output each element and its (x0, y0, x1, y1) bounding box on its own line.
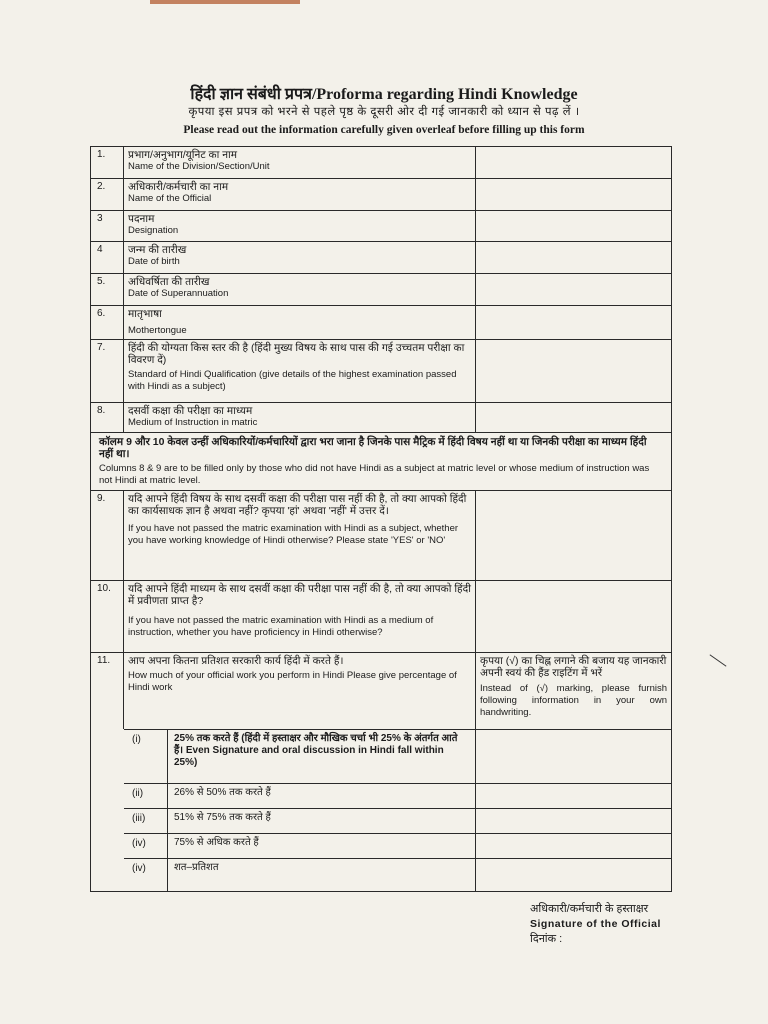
row-label-hindi: अधिवर्षिता की तारीख (128, 276, 210, 288)
form-title: हिंदी ज्ञान संबंधी प्रपत्र/Proforma regarding Hindi Knowledge (190, 86, 578, 103)
answer-instruction-hindi: कृपया (√) का चिह्न लगाने की बजाय यह जानकारी अपनी स्वयं की हैंड राइटिंग में भरें (480, 655, 667, 679)
row-label-english: How much of your official work you perform in Hindi Please give percentage of Hindi work (128, 670, 457, 693)
row-label-english: Date of Superannuation (128, 288, 229, 299)
row-number: 7. (91, 340, 124, 402)
answer-mothertongue[interactable] (476, 306, 671, 339)
answer-instruction-english: Instead of (√) marking, please furnish following information in your own handwriting. (480, 683, 667, 718)
row-label-hindi: यदि आपने हिंदी विषय के साथ दसवीं कक्षा की परीक्षा पास नहीं की है, तो क्या आपको हिंदी का कार्यसाधक ज्ञान है अथवा नहीं? कृपया 'हां' अथवा 'नहीं' में उत्तर दें। (128, 493, 467, 517)
note-english: Columns 8 & 9 are to be filled only by those who did not have Hindi as a subject at matric level or whose medium of instruction was not Hindi at matric level. (99, 463, 650, 486)
row-6 (91, 306, 671, 340)
date-label: दिनांक : (530, 933, 563, 945)
option-text: 25% तक करते हैं (हिंदी में हस्ताक्षर और मौखिक चर्चा भी 25% के अंतर्गत आते हैं। Even Signature and oral discussion in Hindi fall within 25%) (168, 729, 476, 783)
row-label-english: Name of the Division/Section/Unit (128, 161, 270, 172)
row-number: 11. (91, 653, 124, 729)
stray-pen-mark (710, 654, 727, 666)
option-number: (i) (124, 729, 168, 783)
option-answer[interactable] (476, 783, 671, 808)
row-8 (91, 403, 671, 433)
row-2 (91, 179, 671, 211)
answer-working-knowledge[interactable] (476, 491, 671, 580)
note-hindi: कॉलम 9 और 10 केवल उन्हीं अधिकारियों/कर्मचारियों द्वारा भरा जाना है जिनके पास मैट्रिक में हिंदी विषय नहीं था या जिनकी परीक्षा का माध्यम हिंदी नहीं था। (99, 436, 647, 460)
row-label-english: Mothertongue (128, 325, 187, 336)
option-row (91, 783, 671, 808)
row-number: 9. (91, 491, 124, 580)
row-label-hindi: जन्म की तारीख (128, 244, 187, 256)
answer-hindi-qualification[interactable] (476, 340, 671, 402)
option-answer[interactable] (476, 858, 671, 891)
row-number: 2. (91, 179, 124, 210)
row-number: 1. (91, 147, 124, 178)
signature-label-english: Signature of the Official (530, 918, 661, 930)
top-edge-mark (150, 0, 300, 4)
row-5 (91, 274, 671, 306)
row-number: 5. (91, 274, 124, 305)
option-row (91, 858, 671, 891)
row-number: 6. (91, 306, 124, 339)
option-row (91, 808, 671, 833)
row-label-english: If you have not passed the matric examination with Hindi as a subject, whether you have working knowledge of Hindi otherwise? Please state 'YES' or 'NO' (128, 523, 459, 546)
row-number: 10. (91, 581, 124, 652)
option-number: (ii) (124, 783, 168, 808)
row-label-hindi: मातृभाषा (128, 308, 162, 320)
row-11 (91, 653, 671, 729)
option-number: (iii) (124, 808, 168, 833)
answer-proficiency[interactable] (476, 581, 671, 652)
row-label-hindi: दसवीं कक्षा की परीक्षा का माध्यम (128, 405, 253, 417)
option-text: 51% से 75% तक करते हैं (168, 808, 476, 833)
option-text: 26% से 50% तक करते हैं (168, 783, 476, 808)
signature-block (530, 902, 661, 947)
row-4 (91, 242, 671, 274)
option-text: शत–प्रतिशत (168, 858, 476, 891)
option-row (91, 833, 671, 858)
option-text: 75% से अधिक करते हैं (168, 833, 476, 858)
row-number: 8. (91, 403, 124, 432)
answer-medium-matric[interactable] (476, 403, 671, 432)
form-subtitle-hindi: कृपया इस प्रपत्र को भरने से पहले पृष्ठ के दूसरी ओर दी गई जानकारी को ध्यान से पढ़ लें । (188, 106, 580, 118)
row-label-english: Medium of Instruction in matric (128, 417, 258, 428)
proforma-table (90, 146, 672, 892)
row-label-english: Date of birth (128, 256, 180, 267)
answer-date-of-birth[interactable] (476, 242, 671, 273)
row-label-hindi: अधिकारी/कर्मचारी का नाम (128, 181, 229, 193)
answer-designation[interactable] (476, 211, 671, 241)
row-1 (91, 147, 671, 179)
row-number: 4 (91, 242, 124, 273)
form-instruction: Please read out the information carefully given overleaf before filling up this form (183, 124, 585, 136)
row-3 (91, 211, 671, 242)
option-row (91, 729, 671, 783)
row-10 (91, 581, 671, 653)
row-label-english: Designation (128, 225, 179, 236)
option-number: (iv) (124, 833, 168, 858)
row-label-english: Name of the Official (128, 193, 212, 204)
row-label-hindi: हिंदी की योग्यता किस स्तर की है (हिंदी मुख्य विषय के साथ पास की गई उच्चतम परीक्षा का विवरण दें) (128, 342, 465, 366)
answer-division[interactable] (476, 147, 671, 178)
option-answer[interactable] (476, 729, 671, 783)
row-9 (91, 491, 671, 581)
row-label-english: Standard of Hindi Qualification (give details of the highest examination passed with Hindi as a subject) (128, 369, 457, 392)
row-label-hindi: यदि आपने हिंदी माध्यम के साथ दसवीं कक्षा की परीक्षा पास नहीं की है, तो क्या आपको हिंदी में प्रवीणता प्राप्त है? (128, 583, 471, 607)
row-label-hindi: प्रभाग/अनुभाग/यूनिट का नाम (128, 149, 238, 161)
signature-label-hindi: अधिकारी/कर्मचारी के हस्ताक्षर (530, 903, 649, 915)
columns-note (91, 433, 671, 491)
row-label-hindi: पदनाम (128, 213, 155, 225)
row-7 (91, 340, 671, 403)
option-number: (iv) (124, 858, 168, 891)
option-answer[interactable] (476, 808, 671, 833)
answer-superannuation[interactable] (476, 274, 671, 305)
answer-name[interactable] (476, 179, 671, 210)
option-answer[interactable] (476, 833, 671, 858)
row-number: 3 (91, 211, 124, 241)
row-label-english: If you have not passed the matric examination with Hindi as a medium of instruction, whether you have proficiency in Hindi otherwise? (128, 615, 434, 638)
row-label-hindi: आप अपना कितना प्रतिशत सरकारी कार्य हिंदी में करते हैं। (128, 655, 344, 667)
